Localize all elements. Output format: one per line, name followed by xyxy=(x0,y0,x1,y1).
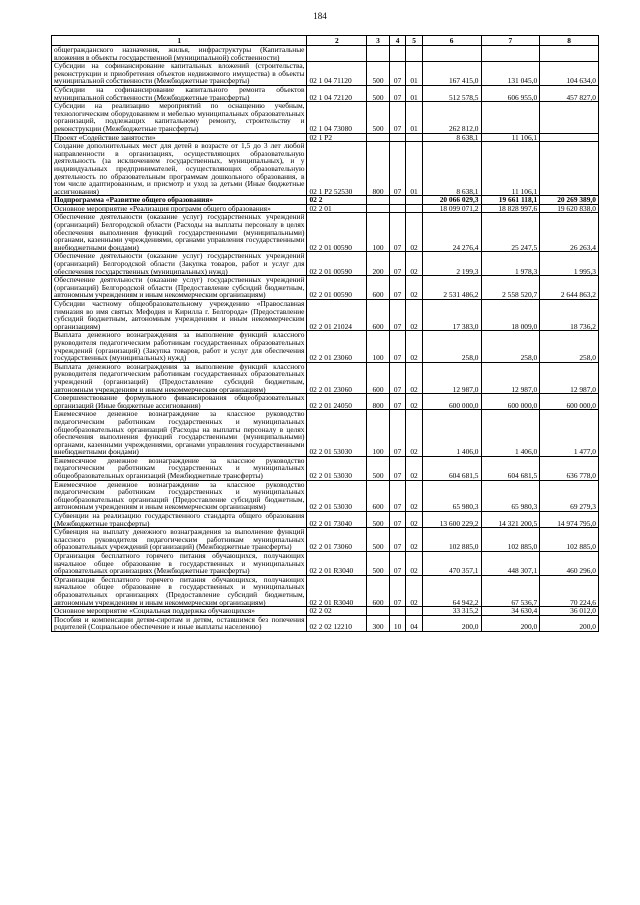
row-name: Основное мероприятие «Социальная поддержка обучающихся» xyxy=(52,607,307,616)
row-amount-year-3: 70 224,6 xyxy=(540,575,599,606)
table-row xyxy=(52,528,599,552)
row-section: 10 xyxy=(389,615,405,631)
table-row xyxy=(52,552,599,576)
row-section: 07 xyxy=(389,62,405,86)
row-section xyxy=(389,204,405,213)
row-code: 02 2 01 23060 xyxy=(307,362,367,393)
row-amount-year-1: 17 383,0 xyxy=(422,300,481,331)
row-section: 07 xyxy=(389,528,405,552)
row-code: 02 2 01 53030 xyxy=(307,410,367,457)
row-amount-year-3: 460 296,0 xyxy=(540,552,599,576)
table-header-row xyxy=(52,36,599,46)
row-amount-year-1: 200,0 xyxy=(422,615,481,631)
row-amount-year-2: 200,0 xyxy=(481,615,540,631)
row-name: Основное мероприятие «Реализация программ общего образования» xyxy=(52,204,307,213)
row-section xyxy=(389,46,405,62)
row-amount-year-1: 512 578,5 xyxy=(422,85,481,101)
row-subsection xyxy=(406,204,422,213)
row-subsection: 02 xyxy=(406,362,422,393)
row-subsection: 02 xyxy=(406,575,422,606)
row-expense-type: 800 xyxy=(367,142,390,196)
row-amount-year-3: 18 736,2 xyxy=(540,300,599,331)
table-row xyxy=(52,46,599,62)
row-code: 02 2 01 R3040 xyxy=(307,552,367,576)
row-expense-type: 600 xyxy=(367,300,390,331)
column-header: 8 xyxy=(540,36,599,46)
row-subsection: 02 xyxy=(406,331,422,362)
row-section: 07 xyxy=(389,300,405,331)
row-amount-year-3: 2 644 863,2 xyxy=(540,276,599,300)
row-amount-year-1: 24 276,4 xyxy=(422,213,481,252)
row-name: Совершенствование формульного финансирования общеобразовательных организаций (Иные бюджетные ассигнования) xyxy=(52,394,307,410)
row-amount-year-1: 1 406,0 xyxy=(422,410,481,457)
row-amount-year-2: 18 828 997,6 xyxy=(481,204,540,213)
table-row xyxy=(52,512,599,528)
row-amount-year-1: 2 531 486,2 xyxy=(422,276,481,300)
row-code: 02 2 xyxy=(307,196,367,205)
table-row xyxy=(52,276,599,300)
row-expense-type: 600 xyxy=(367,362,390,393)
row-expense-type: 500 xyxy=(367,85,390,101)
row-section xyxy=(389,133,405,142)
row-amount-year-2: 2 558 520,7 xyxy=(481,276,540,300)
row-code: 02 1 P2 52530 xyxy=(307,142,367,196)
row-subsection: 02 xyxy=(406,300,422,331)
row-amount-year-1: 33 315,2 xyxy=(422,607,481,616)
table-row xyxy=(52,331,599,362)
row-amount-year-3 xyxy=(540,46,599,62)
row-expense-type: 500 xyxy=(367,456,390,480)
row-section: 07 xyxy=(389,213,405,252)
row-subsection: 02 xyxy=(406,252,422,276)
column-header: 6 xyxy=(422,36,481,46)
row-amount-year-3: 69 279,3 xyxy=(540,480,599,511)
row-amount-year-1 xyxy=(422,46,481,62)
table-row xyxy=(52,102,599,133)
row-code: 02 2 02 12210 xyxy=(307,615,367,631)
column-header: 4 xyxy=(389,36,405,46)
row-code: 02 1 04 72120 xyxy=(307,85,367,101)
row-code: 02 2 01 73040 xyxy=(307,512,367,528)
row-amount-year-3: 36 012,0 xyxy=(540,607,599,616)
row-section xyxy=(389,607,405,616)
row-subsection: 04 xyxy=(406,615,422,631)
column-header: 7 xyxy=(481,36,540,46)
row-name: Субвенция на выплату денежного вознаграждения за выполнение функций классного руководителя педагогическим работникам муниципальных образовательных учреждений (организаций) (Межбюджетные трансферты) xyxy=(52,528,307,552)
column-header: 1 xyxy=(52,36,307,46)
row-expense-type: 600 xyxy=(367,276,390,300)
row-expense-type: 800 xyxy=(367,394,390,410)
row-name: общегражданского назначения, жилья, инфраструктуры (Капитальные вложения в объекты государственной (муниципальной) собственности) xyxy=(52,46,307,62)
row-section: 07 xyxy=(389,575,405,606)
row-subsection xyxy=(406,133,422,142)
row-name: Обеспечение деятельности (оказание услуг) государственных учреждений (организаций) Белгородской области (Предоставление субсидий бюджетным, автономным учреждениям и иным некоммерческим организациям) xyxy=(52,276,307,300)
row-name: Организация бесплатного горячего питания обучающихся, получающих начальное общее образование в государственных и муниципальных образовательных организациях (Предоставление субсидий бюджетным, автономным учреждениям и иным некоммерческим организациям) xyxy=(52,575,307,606)
row-amount-year-1: 12 987,0 xyxy=(422,362,481,393)
row-code: 02 2 01 23060 xyxy=(307,331,367,362)
row-subsection: 02 xyxy=(406,213,422,252)
row-code: 02 2 01 73060 xyxy=(307,528,367,552)
row-amount-year-2: 34 630,4 xyxy=(481,607,540,616)
row-name: Подпрограмма «Развитие общего образования» xyxy=(52,196,307,205)
row-code: 02 1 P2 xyxy=(307,133,367,142)
row-amount-year-3: 258,0 xyxy=(540,331,599,362)
table-row xyxy=(52,615,599,631)
row-amount-year-2: 604 681,5 xyxy=(481,456,540,480)
row-subsection: 02 xyxy=(406,276,422,300)
row-amount-year-3: 600 000,0 xyxy=(540,394,599,410)
row-name: Обеспечение деятельности (оказание услуг) государственных учреждений (организаций) Белгородской области (Закупка товаров, работ и услуг для обеспечения государственных (муниципальных) нужд) xyxy=(52,252,307,276)
row-amount-year-1: 65 980,3 xyxy=(422,480,481,511)
row-code: 02 2 01 53030 xyxy=(307,480,367,511)
row-amount-year-3: 102 885,0 xyxy=(540,528,599,552)
row-section: 07 xyxy=(389,456,405,480)
row-expense-type: 100 xyxy=(367,213,390,252)
row-amount-year-1: 8 638,1 xyxy=(422,142,481,196)
row-amount-year-2: 258,0 xyxy=(481,331,540,362)
row-amount-year-2: 102 885,0 xyxy=(481,528,540,552)
row-code: 02 2 01 xyxy=(307,204,367,213)
row-expense-type: 600 xyxy=(367,575,390,606)
column-header: 5 xyxy=(406,36,422,46)
table-row xyxy=(52,456,599,480)
row-amount-year-2 xyxy=(481,46,540,62)
row-code: 02 2 01 21024 xyxy=(307,300,367,331)
table-body xyxy=(52,46,599,632)
row-expense-type: 500 xyxy=(367,552,390,576)
row-amount-year-3: 12 987,0 xyxy=(540,362,599,393)
row-amount-year-2: 19 661 118,1 xyxy=(481,196,540,205)
row-code: 02 2 02 xyxy=(307,607,367,616)
row-amount-year-2: 1 978,3 xyxy=(481,252,540,276)
row-expense-type xyxy=(367,607,390,616)
budget-table xyxy=(51,35,599,632)
row-section: 07 xyxy=(389,276,405,300)
row-section xyxy=(389,196,405,205)
row-name: Создание дополнительных мест для детей в возрасте от 1,5 до 3 лет любой направленности в организациях, осуществляющих образовательную деятельность (за исключением государственных, муниципальных), и у индивидуальных предпринимателей, осуществляющих образовательную деятельность по образовательным программам дошкольного образования, в том числе адаптированным, и присмотр и уход за детьми (Иные бюджетные ассигнования) xyxy=(52,142,307,196)
row-name: Субсидии на софинансирование капитальных вложений (строительства, реконструкции и приобретения объектов недвижимого имущества) в объекты муниципальной собственности (Межбюджетные трансферты) xyxy=(52,62,307,86)
row-name: Субсидии на софинансирование капитального ремонта объектов муниципальной собственности (Межбюджетные трансферты) xyxy=(52,85,307,101)
row-subsection: 02 xyxy=(406,394,422,410)
row-amount-year-2: 448 307,1 xyxy=(481,552,540,576)
row-section: 07 xyxy=(389,410,405,457)
table-row xyxy=(52,575,599,606)
row-expense-type: 500 xyxy=(367,62,390,86)
row-code: 02 2 01 24050 xyxy=(307,394,367,410)
row-amount-year-1: 258,0 xyxy=(422,331,481,362)
row-expense-type xyxy=(367,46,390,62)
table-row xyxy=(52,362,599,393)
row-amount-year-1: 262 812,0 xyxy=(422,102,481,133)
row-expense-type xyxy=(367,133,390,142)
row-expense-type: 500 xyxy=(367,512,390,528)
row-amount-year-2: 131 045,0 xyxy=(481,62,540,86)
row-section: 07 xyxy=(389,512,405,528)
page-number: 184 xyxy=(313,11,327,21)
row-subsection: 01 xyxy=(406,142,422,196)
row-amount-year-1: 102 885,0 xyxy=(422,528,481,552)
row-amount-year-3: 200,0 xyxy=(540,615,599,631)
row-amount-year-1: 604 681,5 xyxy=(422,456,481,480)
row-amount-year-2: 600 000,0 xyxy=(481,394,540,410)
column-header: 2 xyxy=(307,36,367,46)
row-amount-year-1: 20 066 029,3 xyxy=(422,196,481,205)
row-amount-year-2 xyxy=(481,102,540,133)
row-amount-year-3: 636 778,0 xyxy=(540,456,599,480)
row-amount-year-3: 1 995,3 xyxy=(540,252,599,276)
row-amount-year-3: 1 477,0 xyxy=(540,410,599,457)
row-amount-year-2: 606 955,0 xyxy=(481,85,540,101)
row-subsection: 02 xyxy=(406,528,422,552)
row-amount-year-1: 13 600 229,2 xyxy=(422,512,481,528)
table-row xyxy=(52,410,599,457)
row-name: Выплата денежного вознаграждения за выполнение функций классного руководителя педагогическим работникам государственных образовательных учреждений (организаций) (Предоставление субсидий бюджетным, автономным учреждениям и иным некоммерческим организациям) xyxy=(52,362,307,393)
row-expense-type: 300 xyxy=(367,615,390,631)
row-amount-year-1: 64 942,2 xyxy=(422,575,481,606)
table-row xyxy=(52,252,599,276)
row-section: 07 xyxy=(389,102,405,133)
row-subsection xyxy=(406,607,422,616)
row-expense-type: 500 xyxy=(367,102,390,133)
row-expense-type xyxy=(367,204,390,213)
row-name: Организация бесплатного горячего питания обучающихся, получающих начальное общее образование в государственных и муниципальных образовательных организациях (Межбюджетные трансферты) xyxy=(52,552,307,576)
row-amount-year-2: 25 247,5 xyxy=(481,213,540,252)
row-name: Проект «Содействие занятости» xyxy=(52,133,307,142)
row-section: 07 xyxy=(389,85,405,101)
row-amount-year-3 xyxy=(540,142,599,196)
row-subsection: 01 xyxy=(406,62,422,86)
row-amount-year-2: 1 406,0 xyxy=(481,410,540,457)
row-name: Субсидии на реализацию мероприятий по оснащению учебным, технологическим оборудованием и мебелью муниципальных образовательных организаций, подлежащих капитальному ремонту, строительству и реконструкции (Межбюджетные трансферты) xyxy=(52,102,307,133)
row-subsection: 02 xyxy=(406,552,422,576)
row-amount-year-3: 457 827,0 xyxy=(540,85,599,101)
row-section: 07 xyxy=(389,552,405,576)
row-amount-year-2: 67 536,7 xyxy=(481,575,540,606)
row-code: 02 2 01 53030 xyxy=(307,456,367,480)
row-name: Субсидии частному общеобразовательному учреждению «Православная гимназия во имя святых Мефодия и Кирилла г. Белгорода» (Предоставление субсидий бюджетным, автономным учреждениям и иным некоммерческим организациям) xyxy=(52,300,307,331)
row-section: 07 xyxy=(389,252,405,276)
table-row xyxy=(52,394,599,410)
row-expense-type: 200 xyxy=(367,252,390,276)
row-name: Ежемесячное денежное вознаграждение за классное руководство педагогическим работникам государственных и муниципальных общеобразовательных организаций (Межбюджетные трансферты) xyxy=(52,456,307,480)
table-row xyxy=(52,300,599,331)
row-amount-year-2: 11 106,1 xyxy=(481,133,540,142)
row-subsection: 02 xyxy=(406,410,422,457)
row-section: 07 xyxy=(389,394,405,410)
row-amount-year-2: 65 980,3 xyxy=(481,480,540,511)
table-row xyxy=(52,480,599,511)
row-section: 07 xyxy=(389,142,405,196)
row-section: 07 xyxy=(389,331,405,362)
table-row xyxy=(52,213,599,252)
row-amount-year-1: 470 357,1 xyxy=(422,552,481,576)
row-amount-year-3: 20 269 389,0 xyxy=(540,196,599,205)
row-amount-year-3 xyxy=(540,102,599,133)
row-subsection: 01 xyxy=(406,102,422,133)
row-code: 02 2 01 00590 xyxy=(307,276,367,300)
row-name: Пособия и компенсации детям-сиротам и детям, оставшимся без попечения родителей (Социальное обеспечение и иные выплаты населению) xyxy=(52,615,307,631)
row-code: 02 2 01 R3040 xyxy=(307,575,367,606)
row-amount-year-1: 8 638,1 xyxy=(422,133,481,142)
row-name: Ежемесячное денежное вознаграждение за классное руководство педагогическим работникам государственных и муниципальных общеобразовательных организаций (Расходы на выплаты персоналу в целях обеспечения выполнения функций государственными (муниципальными) органами, казенными учреждениями, органами управления государственными внебюджетными фондами) xyxy=(52,410,307,457)
row-code: 02 2 01 00590 xyxy=(307,213,367,252)
table-row xyxy=(52,85,599,101)
row-expense-type: 500 xyxy=(367,528,390,552)
table-row xyxy=(52,62,599,86)
row-subsection: 02 xyxy=(406,512,422,528)
row-amount-year-3: 26 263,4 xyxy=(540,213,599,252)
column-header: 3 xyxy=(367,36,390,46)
row-code: 02 2 01 00590 xyxy=(307,252,367,276)
row-amount-year-3: 19 620 838,0 xyxy=(540,204,599,213)
table-row xyxy=(52,142,599,196)
row-name: Ежемесячное денежное вознаграждение за классное руководство педагогическим работникам государственных и муниципальных общеобразовательных организаций (Предоставление субсидий бюджетным, автономным учреждениям и иным некоммерческим организациям) xyxy=(52,480,307,511)
row-amount-year-1: 18 099 071,2 xyxy=(422,204,481,213)
row-subsection xyxy=(406,196,422,205)
row-subsection xyxy=(406,46,422,62)
row-subsection: 01 xyxy=(406,85,422,101)
row-code: 02 1 04 71120 xyxy=(307,62,367,86)
row-section: 07 xyxy=(389,362,405,393)
row-amount-year-3: 14 974 795,0 xyxy=(540,512,599,528)
row-amount-year-3: 104 634,0 xyxy=(540,62,599,86)
row-amount-year-2: 18 009,0 xyxy=(481,300,540,331)
row-expense-type: 100 xyxy=(367,331,390,362)
row-amount-year-2: 11 106,1 xyxy=(481,142,540,196)
row-amount-year-1: 167 415,0 xyxy=(422,62,481,86)
row-amount-year-3 xyxy=(540,133,599,142)
row-code: 02 1 04 73080 xyxy=(307,102,367,133)
row-amount-year-1: 600 000,0 xyxy=(422,394,481,410)
row-code xyxy=(307,46,367,62)
row-amount-year-2: 12 987,0 xyxy=(481,362,540,393)
table-row xyxy=(52,607,599,616)
row-amount-year-2: 14 321 200,5 xyxy=(481,512,540,528)
row-expense-type xyxy=(367,196,390,205)
row-expense-type: 100 xyxy=(367,410,390,457)
row-name: Обеспечение деятельности (оказание услуг) государственных учреждений (организаций) Белгородской области (Расходы на выплаты персоналу в целях обеспечения выполнения функций государственными (муниципальными) органами, казенными учреждениями, органами управления государственными внебюджетными фондами) xyxy=(52,213,307,252)
row-subsection: 02 xyxy=(406,456,422,480)
row-amount-year-1: 2 199,3 xyxy=(422,252,481,276)
row-section: 07 xyxy=(389,480,405,511)
row-expense-type: 600 xyxy=(367,480,390,511)
row-subsection: 02 xyxy=(406,480,422,511)
row-name: Субвенции на реализацию государственного стандарта общего образования (Межбюджетные трансферты) xyxy=(52,512,307,528)
row-name: Выплата денежного вознаграждения за выполнение функций классного руководителя педагогическим работникам государственных образовательных учреждений (организаций) (Закупка товаров, работ и услуг для обеспечения государственных (муниципальных) нужд) xyxy=(52,331,307,362)
